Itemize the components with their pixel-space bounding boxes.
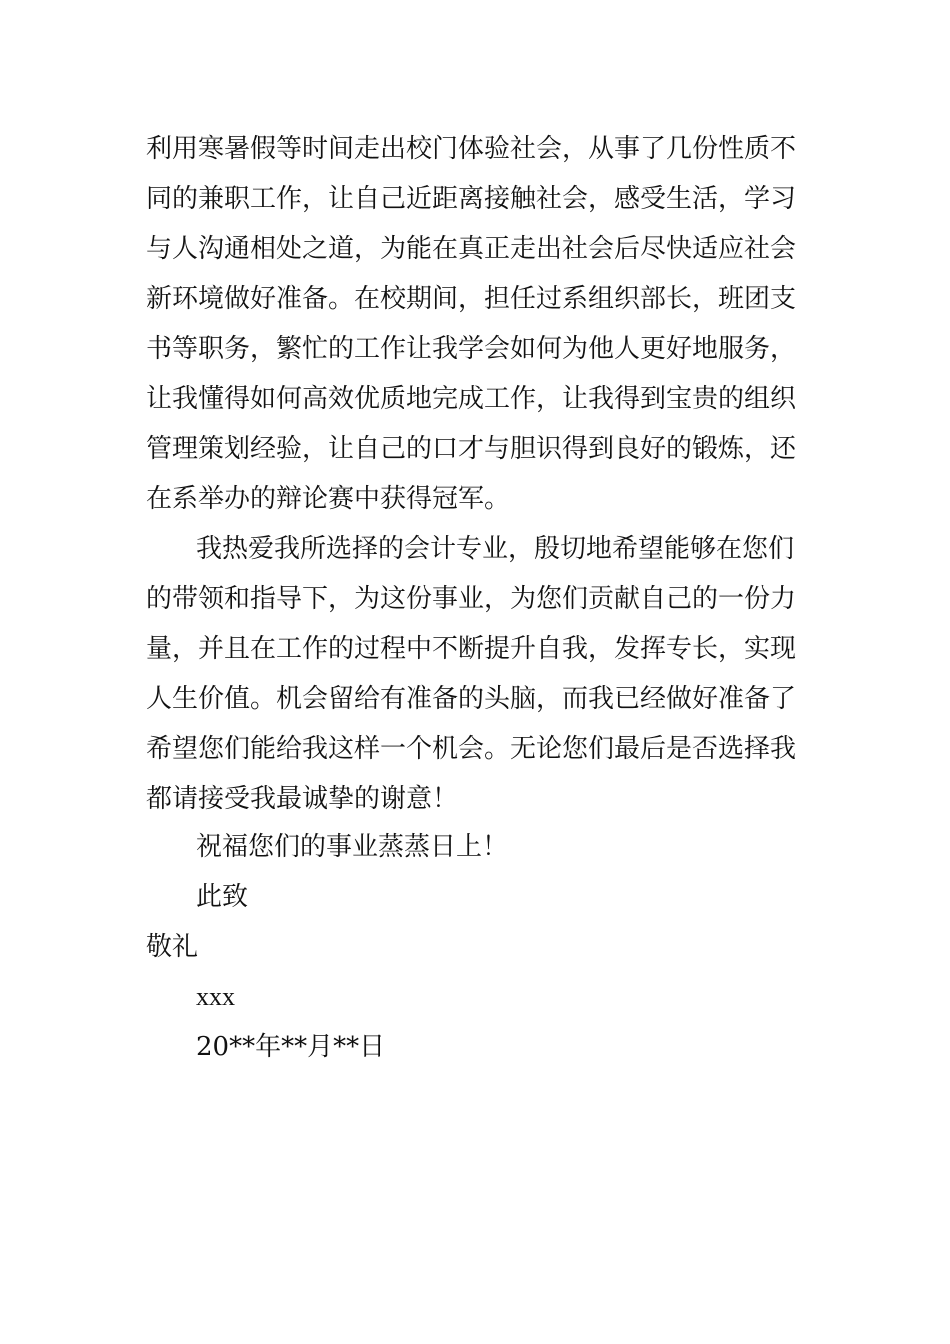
text-line: 让我懂得如何高效优质地完成工作，让我得到宝贵的组织: [146, 384, 797, 414]
text-line: 同的兼职工作，让自己近距离接触社会，感受生活，学习: [146, 184, 797, 214]
signature: xxx: [196, 982, 235, 1011]
text-line: 的带领和指导下，为这份事业，为您们贡献自己的一份力: [146, 584, 797, 614]
text-line: 利用寒暑假等时间走出校门体验社会，从事了几份性质不: [146, 134, 797, 164]
text-line: 人生价值。机会留给有准备的头脑，而我已经做好准备了: [146, 684, 797, 714]
text-line: 书等职务，繁忙的工作让我学会如何为他人更好地服务，: [146, 334, 797, 364]
salutation-line-2: 敬礼: [146, 932, 199, 962]
text-line: 新环境做好准备。在校期间，担任过系组织部长，班团支: [146, 284, 797, 314]
salutation-line-1: 此致: [196, 882, 249, 912]
date: 20**年**月**日: [196, 1032, 386, 1062]
closing-wish: 祝福您们的事业蒸蒸日上！: [196, 832, 509, 862]
text-line: 量，并且在工作的过程中不断提升自我，发挥专长，实现: [146, 634, 797, 664]
text-line: 希望您们能给我这样一个机会。无论您们最后是否选择我: [146, 734, 797, 764]
text-line: 管理策划经验，让自己的口才与胆识得到良好的锻炼，还: [146, 434, 797, 464]
text-line: 在系举办的辩论赛中获得冠军。: [146, 484, 511, 514]
text-line: 我热爱我所选择的会计专业，殷切地希望能够在您们: [196, 534, 795, 564]
text-line: 与人沟通相处之道，为能在真正走出社会后尽快适应社会: [146, 234, 797, 264]
text-line: 都请接受我最诚挚的谢意！: [146, 784, 459, 814]
